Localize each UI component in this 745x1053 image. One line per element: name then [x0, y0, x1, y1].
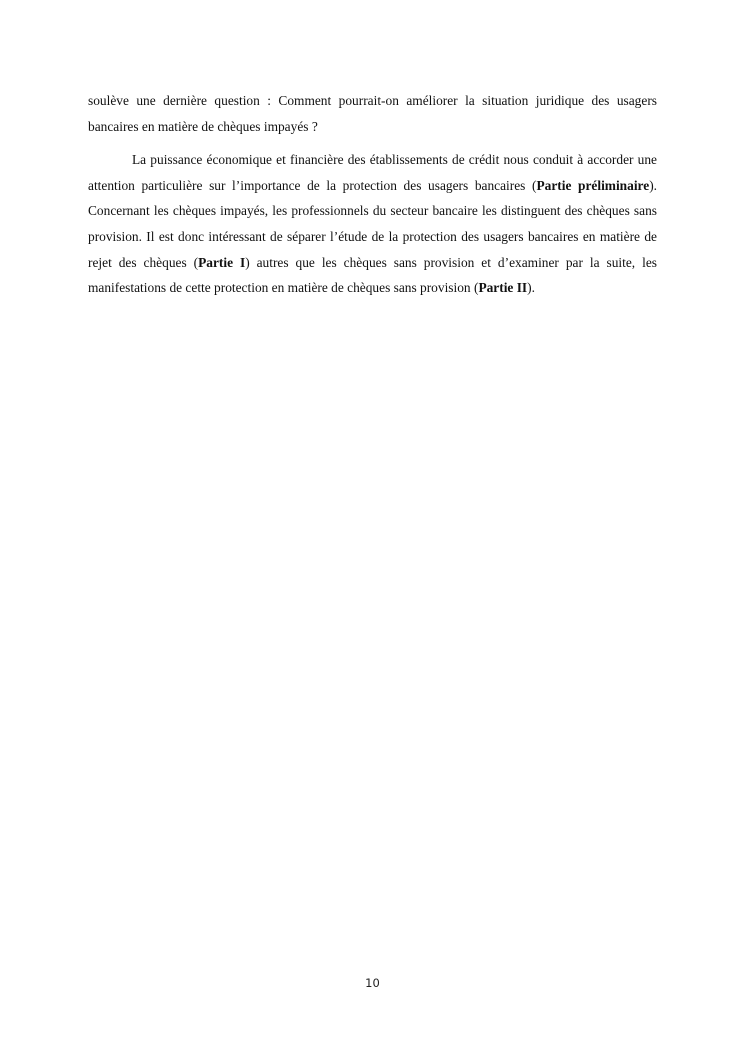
paragraph-question-text: soulève une dernière question : Comment pourrait-on améliorer la situation juridique des usagers bancaires en matière de chèques impayés ? — [88, 93, 657, 134]
plan-text-2: ). Concernant les chèques impayés, les professionnels du secteur bancaire les distinguent des chèques sans provision. Il est donc intéressant de séparer l’étude de la protection des usagers bancaires en matière de rejet des chèques ( — [88, 177, 658, 270]
partie-ii-label: Partie II — [478, 280, 528, 296]
plan-text-1: La puissance économique et financière des établissements de crédit nous conduit à accorder une attention particulière sur l’importance de la protection des usagers bancaires ( — [88, 152, 657, 193]
partie-i-label: Partie I — [198, 254, 246, 270]
plan-text-4: ). — [527, 280, 535, 296]
paragraph-question — [88, 88, 657, 139]
plan-text-3: ) autres que les chèques sans provision et d’examiner par la suite, les manifestations de cette protection en matière de chèques sans provision ( — [88, 254, 657, 296]
body-text — [88, 88, 657, 301]
paragraph-plan — [88, 147, 657, 301]
partie-preliminaire-label: Partie préliminaire — [536, 177, 650, 193]
page-number: 10 — [365, 976, 380, 990]
